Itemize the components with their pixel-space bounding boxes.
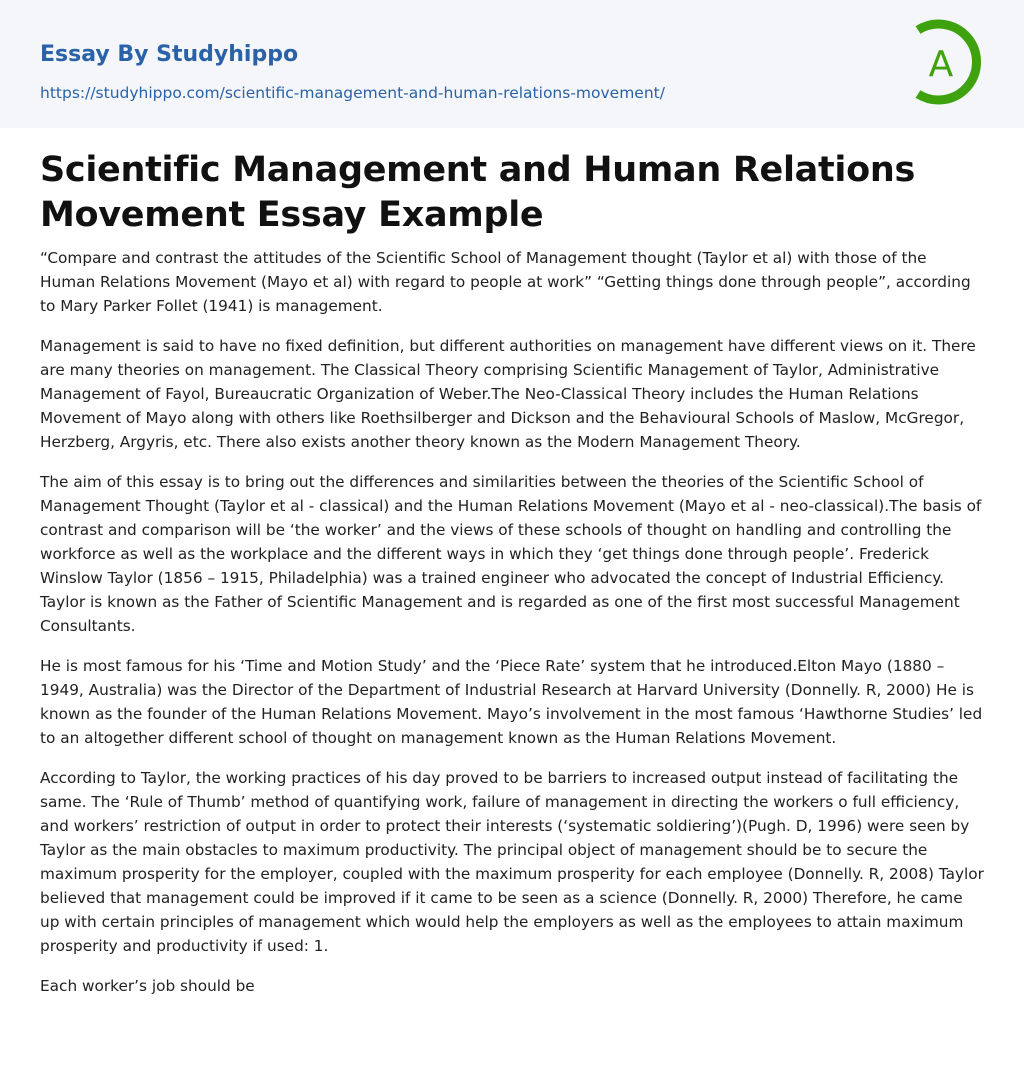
paragraph: Management is said to have no fixed definition, but different authorities on management have different views on it. There are many theories on management. The Classical Theory comprising Scientific Management of Taylor, Administrative Management of Fayol, Bureaucratic Organization of Weber.The Neo-Classical Theory includes the Human Relations Movement of Mayo along with others like Roethsilberger and Dickson and the Behavioural Schools of Maslow, McGregor, Herzberg, Argyris, etc. There also exists another theory known as the Modern Management Theory. <box>40 337 976 451</box>
site-header <box>0 0 1024 128</box>
article <box>0 128 1024 998</box>
paragraph: He is most famous for his ‘Time and Motion Study’ and the ‘Piece Rate’ system that he introduced.Elton Mayo (1880 – 1949, Australia) was the Director of the Department of Industrial Research at Harvard University (Donnelly. R, 2000) He is known as the founder of the Human Relations Movement. Mayo’s involvement in the most famous ‘Hawthorne Studies’ led to an altogether different school of thought on management known as the Human Relations Movement. <box>40 657 983 747</box>
brand-title: Essay By Studyhippo <box>40 42 299 67</box>
source-url-link[interactable]: https://studyhippo.com/scientific-management-and-human-relations-movement/ <box>40 84 665 102</box>
paragraph: Each worker’s job should be <box>40 977 255 995</box>
paragraph: “Compare and contrast the attitudes of the Scientific School of Management thought (Taylor et al) with those of the Human Relations Movement (Mayo et al) with regard to people at work” “Getting things done through people”, according to Mary Parker Follet (1941) is management. <box>40 249 971 315</box>
studyhippo-logo-icon[interactable] <box>906 18 988 106</box>
paragraph: The aim of this essay is to bring out the differences and similarities between the theories of the Scientific School of Management Thought (Taylor et al - classical) and the Human Relations Movement (Mayo et al - neo-classical).The basis of contrast and comparison will be ‘the worker’ and the views of these schools of thought on handling and controlling the workforce as well as the workplace and the different ways in which they ‘get things done through people’. Frederick Winslow Taylor (1856 – 1915, Philadelphia) was a trained engineer who advocated the concept of Industrial Efficiency. Taylor is known as the Father of Scientific Management and is regarded as one of the first most successful Management Consultants. <box>40 473 982 635</box>
article-title: Scientific Management and Human Relations Movement Essay Example <box>40 150 916 235</box>
paragraph: According to Taylor, the working practices of his day proved to be barriers to increased output instead of facilitating the same. The ‘Rule of Thumb’ method of quantifying work, failure of management in directing the workers o full efficiency, and workers’ restriction of output in order to protect their interests (‘systematic soldiering’)(Pugh. D, 1996) were seen by Taylor as the main obstacles to maximum productivity. The principal object of management should be to secure the maximum prosperity for the employer, coupled with the maximum prosperity for each employee (Donnelly. R, 2008) Taylor believed that management could be improved if it came to be seen as a science (Donnelly. R, 2000) Therefore, he came up with certain principles of management which would help the employers as well as the employees to attain maximum prosperity and productivity if used: 1. <box>40 769 984 955</box>
svg-text:A: A <box>928 44 954 85</box>
